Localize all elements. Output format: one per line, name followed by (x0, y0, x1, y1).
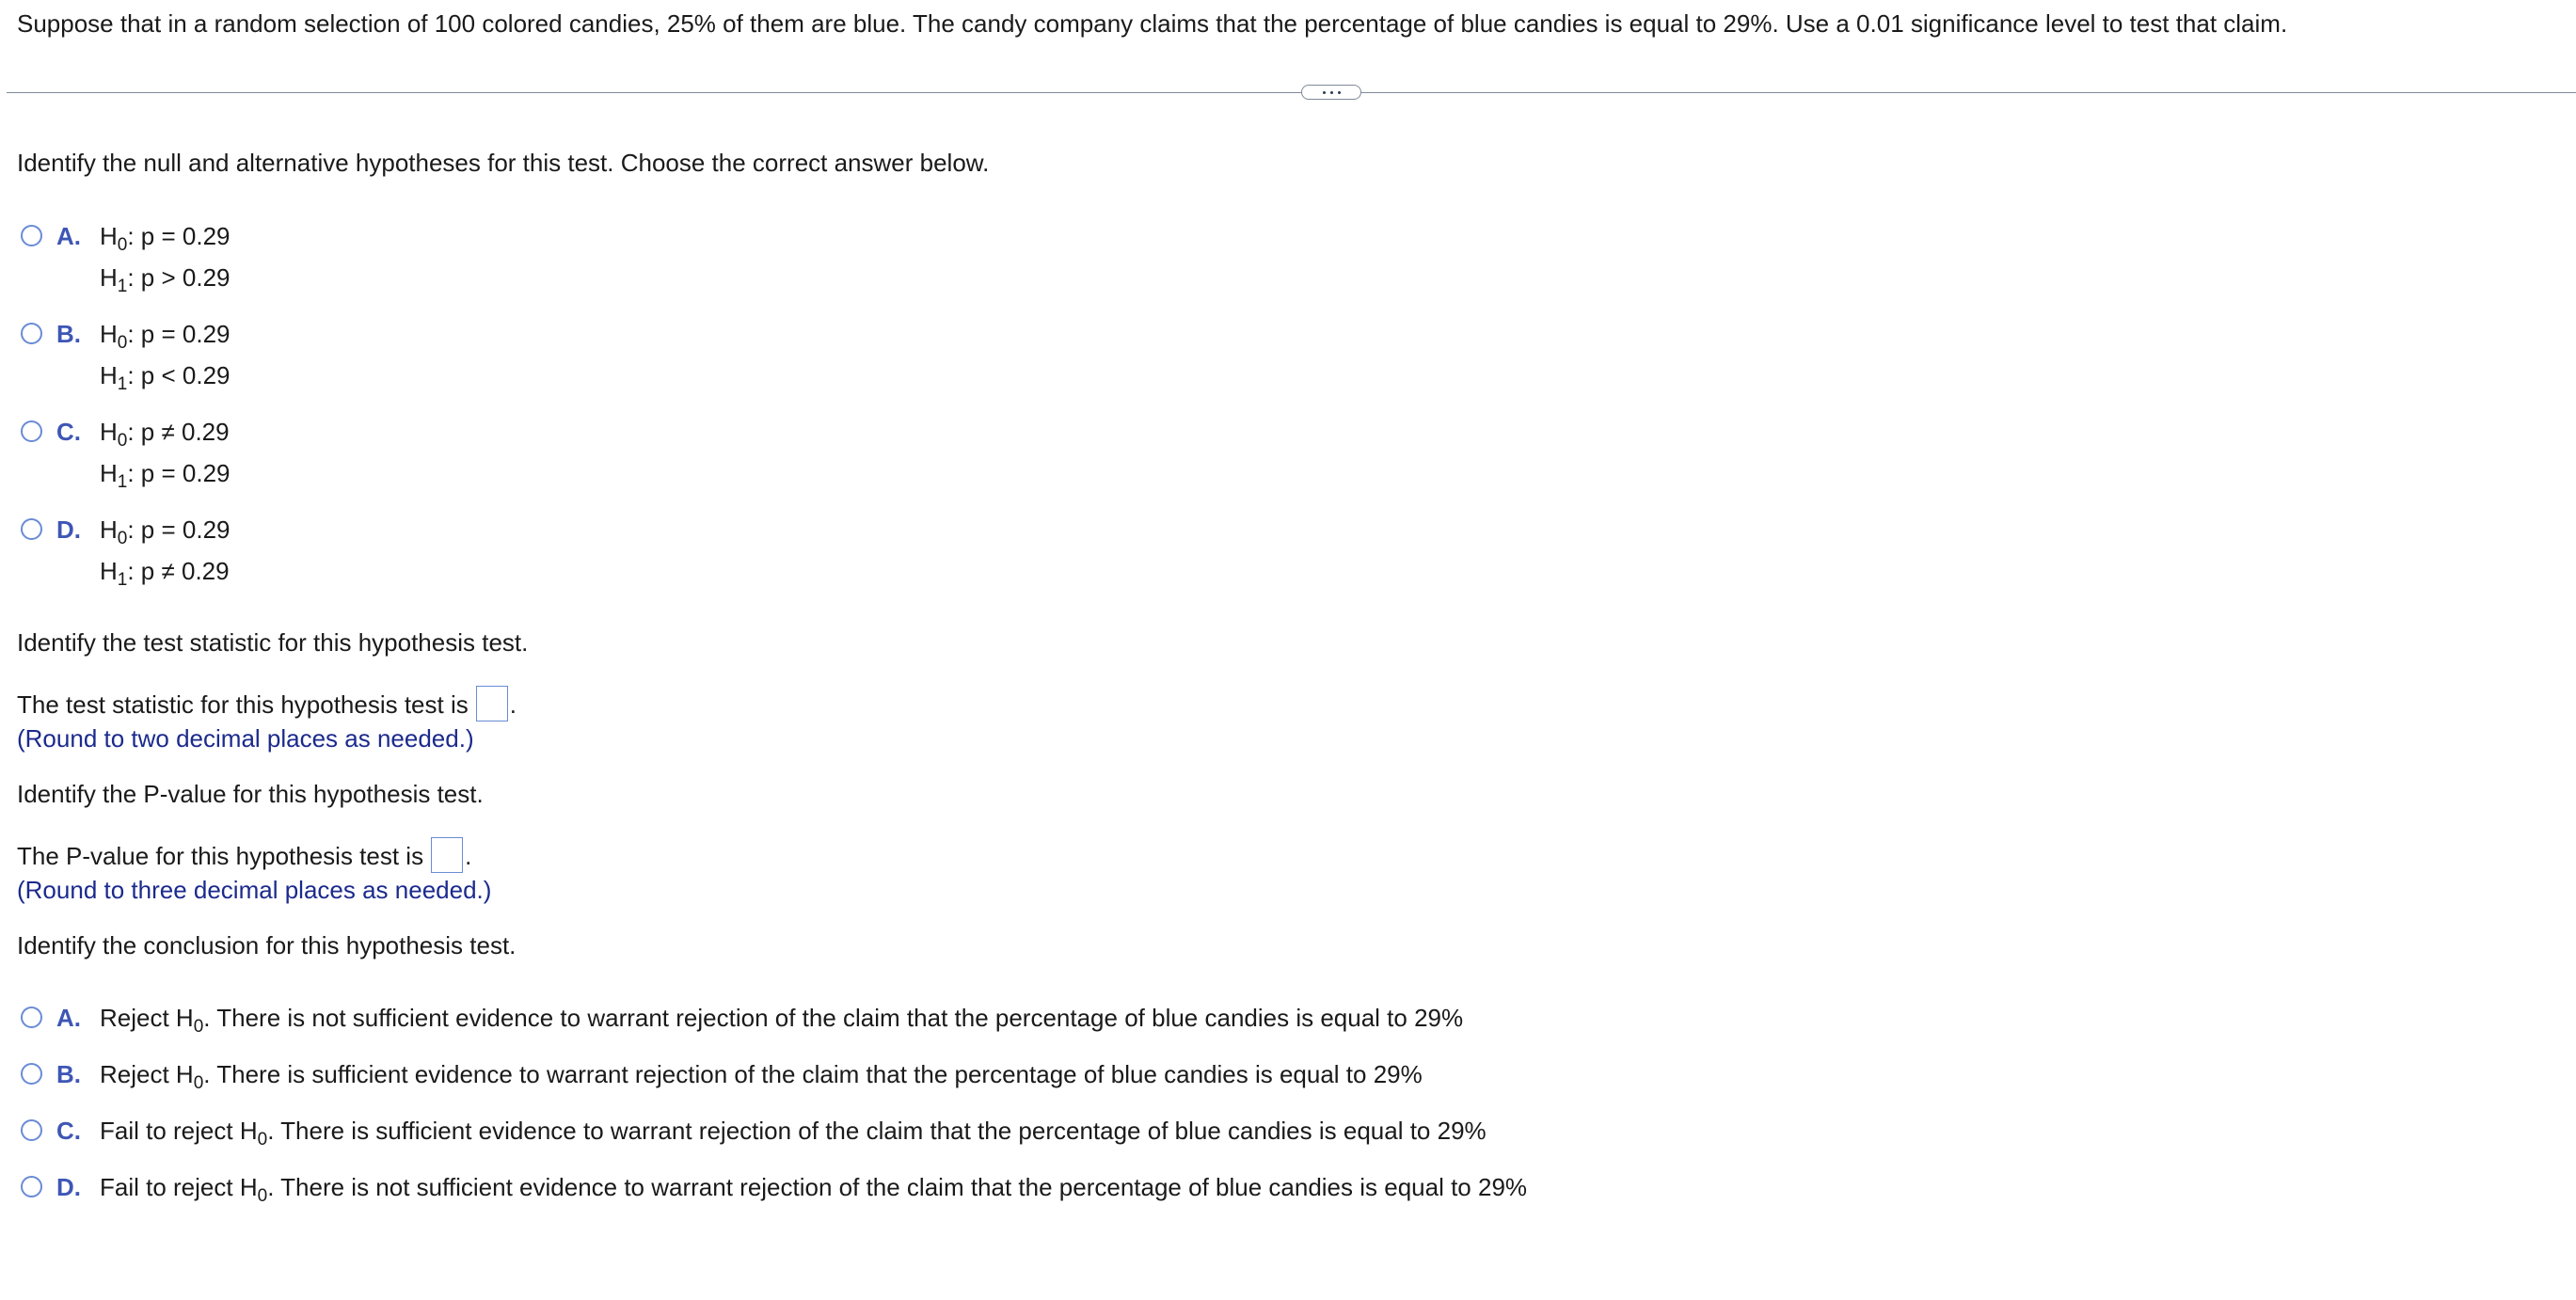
option-letter: C. (56, 418, 81, 446)
alternative-hypothesis: $H_1$: p > 0.29 (100, 263, 231, 296)
alternative-hypothesis: $H_1$: p = 0.29 (100, 459, 231, 492)
test-statistic-hint: (Round to two decimal places as needed.) (17, 724, 474, 753)
radio-button[interactable] (21, 323, 42, 344)
ellipsis-icon (1323, 91, 1326, 94)
option-letter: D. (56, 1173, 81, 1201)
radio-button[interactable] (21, 518, 42, 540)
test-statistic-input[interactable] (476, 686, 508, 721)
conclusion-heading: Identify the conclusion for this hypothesis test. (17, 931, 517, 959)
radio-button[interactable] (21, 1176, 42, 1197)
radio-button[interactable] (21, 1119, 42, 1141)
radio-button[interactable] (21, 1007, 42, 1028)
option-letter: B. (56, 1060, 81, 1088)
option-letter: B. (56, 320, 81, 348)
alternative-hypothesis: $H_1$: p < 0.29 (100, 361, 231, 394)
show-more-button[interactable] (1301, 85, 1361, 100)
radio-button[interactable] (21, 225, 42, 246)
p-value-heading: Identify the P-value for this hypothesis test. (17, 780, 484, 808)
null-hypothesis: $H_0$: p ≠ 0.29 (100, 418, 230, 451)
p-value-sentence: The P-value for this hypothesis test is . (17, 840, 471, 876)
ellipsis-icon (1338, 91, 1341, 94)
null-hypothesis: $H_0$: p = 0.29 (100, 515, 231, 548)
ellipsis-icon (1330, 91, 1333, 94)
radio-button[interactable] (21, 1063, 42, 1085)
test-statistic-sentence: The test statistic for this hypothesis test is . (17, 689, 517, 724)
test-statistic-heading: Identify the test statistic for this hypothesis test. (17, 628, 529, 657)
radio-button[interactable] (21, 420, 42, 442)
conclusion-text: Fail to reject $H_0$. There is sufficient evidence to warrant rejection of the claim that the percentage of blue candies is equal to 29% (100, 1117, 1487, 1149)
alternative-hypothesis: $H_1$: p ≠ 0.29 (100, 557, 230, 590)
option-letter: D. (56, 515, 81, 544)
question-prompt: Suppose that in a random selection of 100 colored candies, 25% of them are blue. The candy company claims that the percentage of blue candies is equal to 29%. Use a 0.01 significance level to test that claim. (17, 9, 2288, 38)
conclusion-text: Reject $H_0$. There is sufficient evidence to warrant rejection of the claim that the percentage of blue candies is equal to 29% (100, 1060, 1423, 1093)
hypotheses-instruction: Identify the null and alternative hypotheses for this test. Choose the correct answer below. (17, 149, 990, 177)
p-value-hint: (Round to three decimal places as needed.) (17, 876, 492, 904)
conclusion-text: Reject $H_0$. There is not sufficient evidence to warrant rejection of the claim that the percentage of blue candies is equal to 29% (100, 1004, 1464, 1037)
section-divider (7, 92, 2576, 93)
null-hypothesis: $H_0$: p = 0.29 (100, 320, 231, 353)
conclusion-text: Fail to reject $H_0$. There is not sufficient evidence to warrant rejection of the claim that the percentage of blue candies is equal to 29% (100, 1173, 1528, 1206)
option-letter: A. (56, 222, 81, 250)
option-letter: C. (56, 1117, 81, 1145)
null-hypothesis: $H_0$: p = 0.29 (100, 222, 231, 255)
p-value-input[interactable] (431, 837, 463, 873)
option-letter: A. (56, 1004, 81, 1032)
